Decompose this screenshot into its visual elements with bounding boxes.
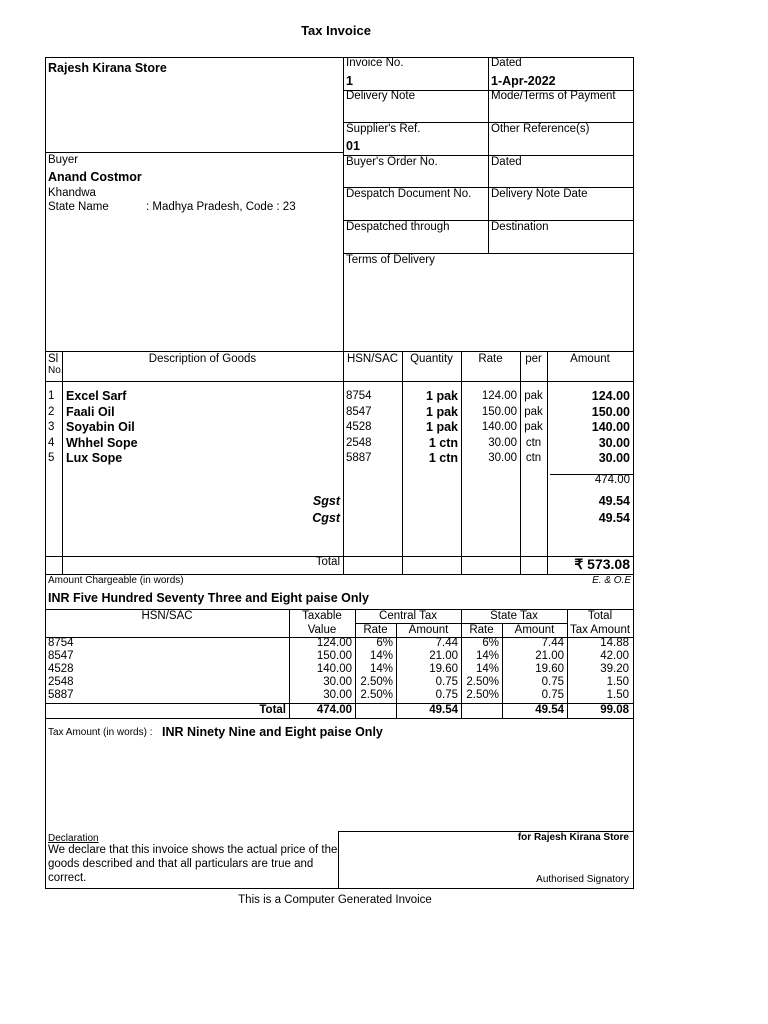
delivery-note-label: Delivery Note: [346, 90, 416, 102]
item-hsn: 2548: [346, 436, 372, 449]
buyer-city: Khandwa: [48, 187, 96, 199]
item-rate: 124.00: [481, 390, 517, 402]
tax-row-c-rate: 14%: [369, 650, 393, 662]
buyers-order-label: Buyer's Order No.: [346, 156, 438, 168]
frame-left: [45, 57, 46, 889]
dated2-label: Dated: [491, 156, 522, 168]
tax-row-s-amt: 19.60: [535, 663, 564, 675]
despatch-doc-label: Despatch Document No.: [346, 188, 472, 200]
tax-row-s-amt: 7.44: [541, 637, 564, 649]
tax-row-s-amt: 0.75: [541, 689, 564, 701]
tax-total-taxable: 474.00: [316, 704, 352, 716]
tax-row-s-amt: 21.00: [535, 650, 564, 662]
tax-words: INR Ninety Nine and Eight paise Only: [162, 725, 383, 739]
tax-row-taxable: 30.00: [323, 689, 352, 701]
col-quantity: Quantity: [410, 353, 453, 365]
item-per: ctn: [525, 452, 542, 464]
frame-right: [633, 57, 634, 889]
tax-col-taxable: Taxable: [302, 610, 342, 622]
item-qty: 1 ctn: [428, 435, 458, 450]
tax-row-c-rate: 6%: [376, 637, 393, 649]
item-qty: 1 pak: [426, 420, 458, 434]
item-rate: 140.00: [481, 421, 517, 433]
item-amount: 140.00: [591, 420, 630, 434]
tax-row-hsn: 2548: [48, 676, 74, 688]
tax-sgst-label: Sgst: [312, 494, 340, 508]
item-per: ctn: [525, 436, 542, 449]
grid-line: [45, 718, 633, 719]
item-rate: 30.00: [488, 436, 517, 449]
tax-row-total: 42.00: [600, 650, 629, 662]
item-rate: 30.00: [488, 452, 517, 464]
item-name: Soyabin Oil: [66, 420, 135, 434]
tax-row-hsn: 4528: [48, 663, 74, 675]
tax-total-amount: 99.08: [600, 704, 629, 716]
grid-line: [62, 351, 63, 574]
dated-value: 1-Apr-2022: [491, 74, 556, 88]
item-per: pak: [524, 405, 543, 418]
dated-label: Dated: [491, 57, 522, 69]
frame-bottom: [45, 888, 633, 889]
item-sl: 5: [48, 452, 55, 464]
tax-row-c-rate: 2.50%: [360, 676, 393, 688]
page-title: Tax Invoice: [301, 23, 371, 38]
col-per: per: [525, 353, 542, 365]
col-description: Description of Goods: [148, 353, 257, 365]
tax-row-hsn: 8547: [48, 650, 74, 662]
tax-row-c-amt: 0.75: [435, 689, 458, 701]
item-sl: 1: [48, 390, 55, 402]
tax-cgst-label: Cgst: [312, 511, 340, 525]
tax-total-state: 49.54: [535, 704, 564, 716]
item-qty: 1 pak: [426, 404, 458, 419]
tax-row-s-amt: 0.75: [541, 676, 564, 688]
amount-words-label: Amount Chargeable (in words): [48, 575, 184, 586]
authorised-signatory: Authorised Signatory: [536, 874, 629, 885]
item-sl: 4: [48, 436, 55, 449]
tax-total-central: 49.54: [429, 704, 458, 716]
buyer-label: Buyer: [48, 154, 79, 166]
tax-col-state: State Tax: [490, 610, 538, 622]
other-ref-label: Other Reference(s): [491, 123, 590, 135]
tax-row-s-rate: 2.50%: [466, 689, 499, 701]
tax-row-total: 14.88: [600, 637, 629, 649]
tax-row-total: 1.50: [606, 676, 629, 688]
tax-col-hsn: HSN/SAC: [141, 610, 193, 622]
item-hsn: 8547: [346, 405, 372, 418]
tax-row-c-rate: 2.50%: [360, 689, 393, 701]
declaration-line-2: goods described and that all particulars are true and: [48, 858, 314, 870]
tax-row-hsn: 5887: [48, 689, 74, 701]
tax-cgst-amount: 49.54: [598, 511, 630, 525]
invoice-no: 1: [346, 74, 353, 88]
tax-row-total: 39.20: [600, 663, 629, 675]
item-qty: 1 pak: [426, 389, 458, 403]
item-amount: 150.00: [591, 404, 630, 419]
col-sl: Sl: [48, 353, 59, 365]
tax-col-s-amount: Amount: [514, 624, 555, 636]
tax-row-total: 1.50: [606, 689, 629, 701]
item-qty: 1 ctn: [428, 451, 458, 465]
item-name: Lux Sope: [66, 451, 123, 465]
grid-line: [338, 831, 339, 888]
col-no: No.: [48, 365, 64, 376]
item-amount: 30.00: [598, 435, 630, 450]
subtotal: 474.00: [594, 474, 630, 486]
header-divider: [343, 57, 344, 351]
grid-line: [343, 351, 344, 574]
tax-row-taxable: 124.00: [316, 637, 352, 649]
grid-line: [45, 152, 343, 153]
for-company: for Rajesh Kirana Store: [517, 832, 629, 843]
tax-col-tax-amount: Tax Amount: [569, 624, 631, 636]
tax-row-s-rate: 6%: [482, 637, 499, 649]
tax-col-central: Central Tax: [379, 610, 437, 622]
tax-row-c-rate: 14%: [369, 663, 393, 675]
delivery-note-date-label: Delivery Note Date: [491, 188, 588, 200]
tax-sgst-amount: 49.54: [598, 494, 630, 508]
item-per: pak: [524, 390, 543, 402]
footer-note: This is a Computer Generated Invoice: [238, 894, 432, 906]
destination-label: Destination: [491, 221, 549, 233]
col-hsn: HSN/SAC: [346, 353, 399, 365]
tax-words-label: Tax Amount (in words) :: [48, 727, 153, 738]
item-sl: 3: [48, 421, 55, 433]
col-rate: Rate: [478, 353, 503, 365]
tax-row-c-amt: 7.44: [435, 637, 458, 649]
amount-words: INR Five Hundred Seventy Three and Eight paise Only: [48, 591, 369, 605]
item-name: Excel Sarf: [66, 389, 127, 403]
items-total-label: Total: [315, 556, 340, 568]
buyer-state-label: State Name: [48, 201, 109, 213]
tax-row-c-amt: 21.00: [429, 650, 458, 662]
item-amount: 30.00: [598, 451, 630, 465]
item-per: pak: [524, 421, 543, 433]
grid-line: [45, 381, 633, 382]
declaration-line-1: We declare that this invoice shows the actual price of the: [48, 844, 338, 856]
tax-col-value: Value: [307, 624, 337, 636]
declaration-line-3: correct.: [48, 872, 87, 884]
item-hsn: 4528: [346, 421, 372, 433]
eoe: E. & O.E: [592, 575, 631, 586]
terms-delivery-label: Terms of Delivery: [346, 254, 435, 266]
tax-col-c-amount: Amount: [408, 624, 449, 636]
despatched-through-label: Despatched through: [346, 221, 450, 233]
invoice-no-label: Invoice No.: [346, 57, 404, 69]
tax-row-taxable: 30.00: [323, 676, 352, 688]
buyer-name: Anand Costmor: [48, 170, 142, 184]
suppliers-ref-label: Supplier's Ref.: [346, 123, 421, 135]
tax-row-taxable: 140.00: [316, 663, 352, 675]
buyer-state-value: : Madhya Pradesh, Code : 23: [146, 201, 296, 213]
col-amount: Amount: [570, 353, 610, 365]
tax-col-s-rate: Rate: [469, 624, 494, 636]
tax-col-c-rate: Rate: [363, 624, 388, 636]
grand-total: ₹ 573.08: [574, 556, 630, 572]
item-name: Faali Oil: [66, 404, 115, 419]
mode-terms-label: Mode/Terms of Payment: [491, 90, 616, 102]
tax-row-s-rate: 14%: [475, 650, 499, 662]
item-sl: 2: [48, 405, 55, 418]
tax-row-c-amt: 19.60: [429, 663, 458, 675]
item-name: Whhel Sope: [66, 435, 138, 450]
tax-row-hsn: 8754: [48, 637, 74, 649]
tax-col-total: Total: [587, 610, 613, 622]
declaration-label: Declaration: [48, 833, 99, 844]
tax-row-c-amt: 0.75: [435, 676, 458, 688]
frame-top: [45, 57, 633, 58]
tax-row-s-rate: 14%: [475, 663, 499, 675]
item-hsn: 5887: [346, 452, 372, 464]
tax-row-taxable: 150.00: [316, 650, 352, 662]
suppliers-ref: 01: [346, 139, 360, 153]
item-rate: 150.00: [481, 405, 517, 418]
tax-total-label: Total: [259, 704, 286, 716]
item-hsn: 8754: [346, 390, 372, 402]
item-amount: 124.00: [591, 389, 630, 403]
tax-row-s-rate: 2.50%: [466, 676, 499, 688]
seller-name: Rajesh Kirana Store: [48, 61, 167, 75]
